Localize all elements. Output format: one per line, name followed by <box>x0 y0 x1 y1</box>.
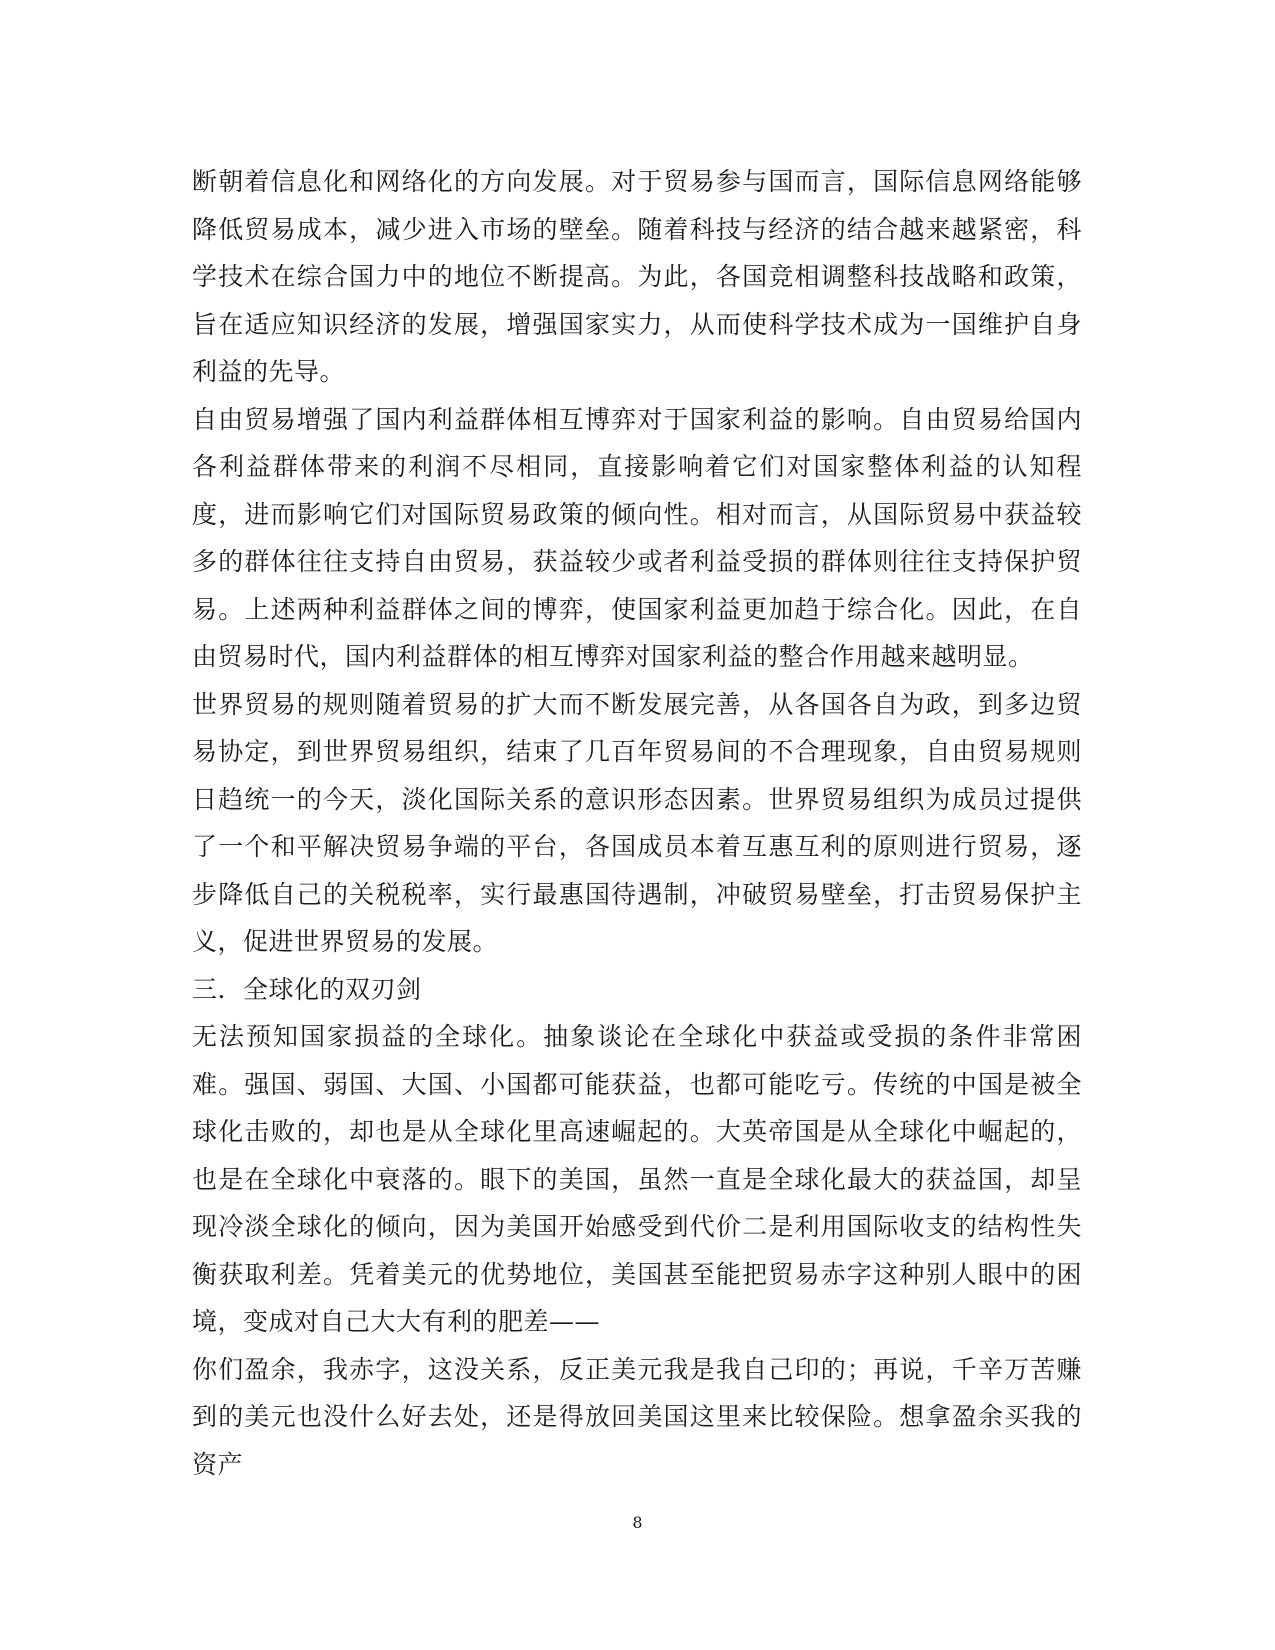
paragraph-world-trade-rules: 世界贸易的规则随着贸易的扩大而不断发展完善，从各国各自为政，到多边贸易协定，到世界贸易组织，结束了几百年贸易间的不合理现象，自由贸易规则日趋统一的今天，淡化国际关系的意识形态因素。世界贸易组织为成员过提供了一个和平解决贸易争端的平台，各国成员本着互惠互利的原则进行贸易，逐步降低自己的关税税率，实行最惠国待遇制，冲破贸易壁垒，打击贸易保护主义，促进世界贸易的发展。 <box>192 689 1082 956</box>
paragraph-unpredictable-globalization: 无法预知国家损益的全球化。抽象谈论在全球化中获益或受损的条件非常困难。强国、弱国、大国、小国都可能获益，也都可能吃亏。传统的中国是被全球化击败的，却也是从全球化里高速崛起的。大英帝国是从全球化中崛起的，也是在全球化中衰落的。眼下的美国，虽然一直是全球化最大的获益国，却呈现冷淡全球化的倾向，因为美国开始感受到代价二是利用国际收支的结构性失衡获取利差。凭着美元的优势地位，美国甚至能把贸易赤字这种别人眼中的困境，变成对自己大大有利的肥差—— <box>192 1022 1082 1336</box>
page-number: 8 <box>632 1513 643 1532</box>
document-body <box>192 158 1082 1488</box>
section-heading-double-edged-sword: 三．全球化的双刃剑 <box>192 974 422 1004</box>
paragraph-interest-groups: 自由贸易增强了国内利益群体相互博弈对于国家利益的影响。自由贸易给国内各利益群体带来的利润不尽相同，直接影响着它们对国家整体利益的认知程度，进而影响它们对国际贸易政策的倾向性。相对而言，从国际贸易中获益较多的群体往往支持自由贸易，获益较少或者利益受损的群体则往往支持保护贸易。上述两种利益群体之间的博弈，使国家利益更加趋于综合化。因此，在自由贸易时代，国内利益群体的相互博弈对国家利益的整合作用越来越明显。 <box>192 404 1082 671</box>
paragraph-informatization: 断朝着信息化和网络化的方向发展。对于贸易参与国而言，国际信息网络能够降低贸易成本，减少进入市场的壁垒。随着科技与经济的结合越来越紧密，科学技术在综合国力中的地位不断提高。为此，各国竞相调整科技战略和政策，旨在适应知识经济的发展，增强国家实力，从而使科学技术成为一国维护自身利益的先导。 <box>192 167 1082 386</box>
paragraph-surplus-deficit: 你们盈余，我赤字，这没关系，反正美元我是我自己印的；再说，千辛万苦赚到的美元也没什么好去处，还是得放回美国这里来比较保险。想拿盈余买我的资产 <box>192 1354 1082 1479</box>
